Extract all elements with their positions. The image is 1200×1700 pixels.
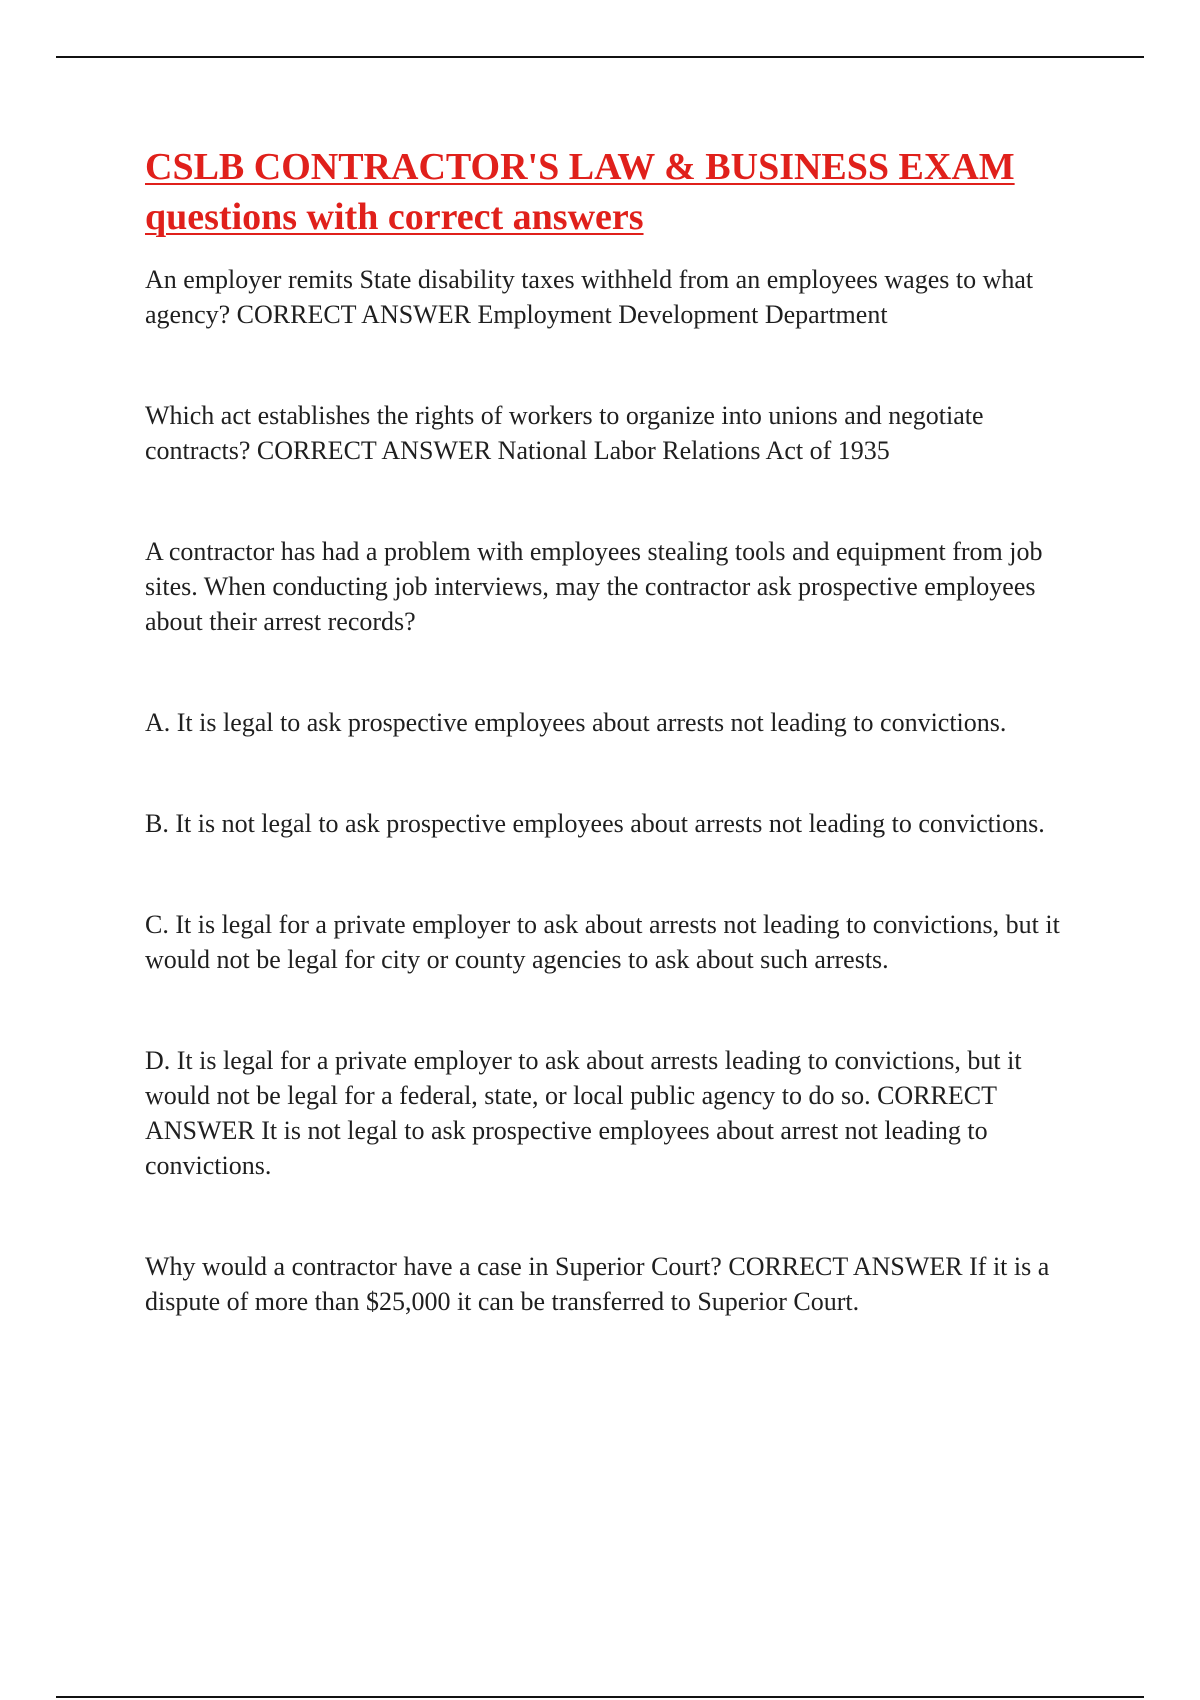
answer-option-a: A. It is legal to ask prospective employees about arrests not leading to convictions. xyxy=(145,708,1007,737)
document-body xyxy=(145,142,1090,1319)
paragraph-spacer xyxy=(145,841,1090,907)
footer-rule xyxy=(56,1696,1144,1698)
question-paragraph: Why would a contractor have a case in Superior Court? CORRECT ANSWER If it is a dispute of more than $25,000 it can be transferred to Superior Court. xyxy=(145,1252,1050,1316)
question-paragraph: An employer remits State disability taxes withheld from an employees wages to what agency? CORRECT ANSWER Employment Development Department xyxy=(145,265,1034,329)
paragraph-spacer xyxy=(145,332,1090,398)
answer-option-b: B. It is not legal to ask prospective employees about arrests not leading to convictions. xyxy=(145,809,1045,838)
paragraph-spacer xyxy=(145,977,1090,1043)
header-rule xyxy=(56,56,1144,58)
paragraph-spacer xyxy=(145,1183,1090,1249)
paragraph-spacer xyxy=(145,639,1090,705)
answer-option-c: C. It is legal for a private employer to ask about arrests not leading to convictions, but it would not be legal for city or county agencies to ask about such arrests. xyxy=(145,910,1060,974)
question-paragraph: Which act establishes the rights of workers to organize into unions and negotiate contracts? CORRECT ANSWER National Labor Relations Act of 1935 xyxy=(145,401,984,465)
document-title: CSLB CONTRACTOR'S LAW & BUSINESS EXAM questions with correct answers xyxy=(145,146,1015,238)
paragraph-spacer xyxy=(145,740,1090,806)
answer-option-d: D. It is legal for a private employer to ask about arrests leading to convictions, but it would not be legal for a federal, state, or local public agency to do so. CORRECT ANSWER It is not legal to ask prospective employees about arrest not leading to convictions. xyxy=(145,1046,1022,1180)
question-paragraph: A contractor has had a problem with employees stealing tools and equipment from job sites. When conducting job interviews, may the contractor ask prospective employees about their arrest records? xyxy=(145,537,1043,636)
paragraph-spacer xyxy=(145,468,1090,534)
